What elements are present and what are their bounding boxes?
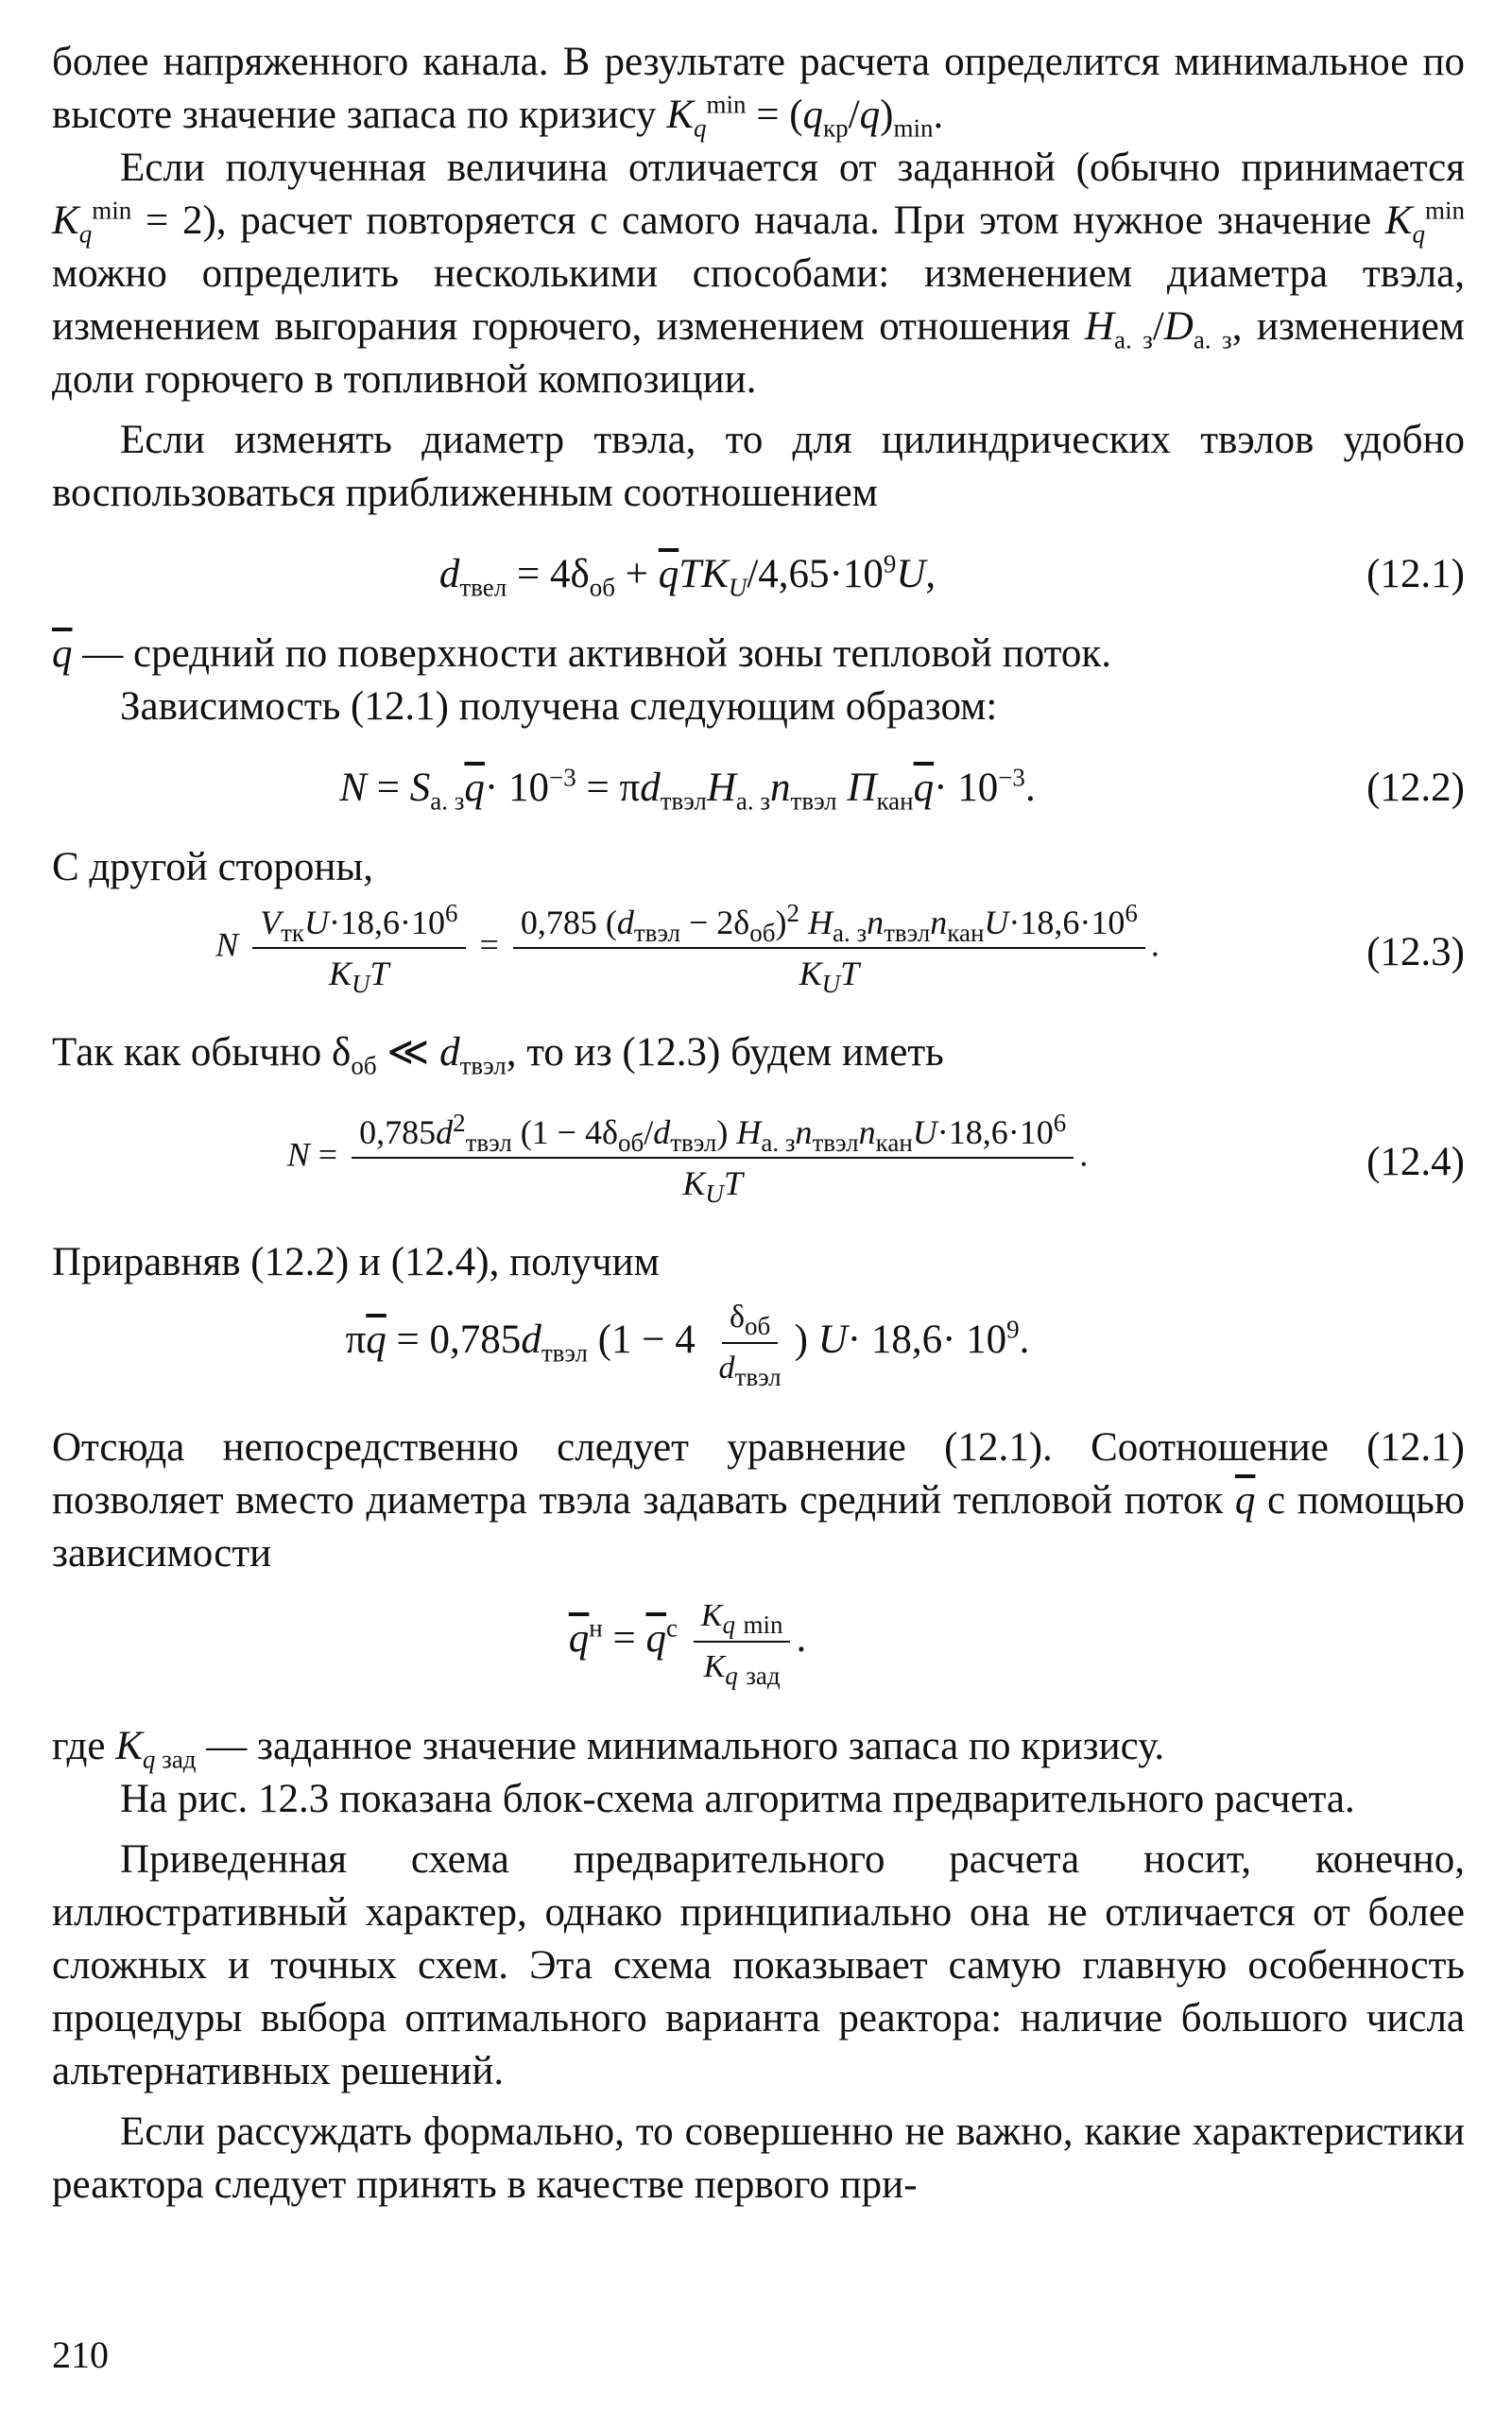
page-number: 210 <box>52 2334 109 2376</box>
equation-number: (12.1) <box>1366 552 1465 596</box>
paragraph-13: Если рассуждать формально, то совершенно не важно, какие характеристики реактора следует принять в качестве первого при- <box>52 2110 1465 2207</box>
paragraph-7: Так как обычно $\delta_{об}$ ≪ $d_{твэл}$, то из (12.3) будем иметь <box>52 1030 944 1080</box>
paragraph-5: Зависимость (12.1) получена следующим образом: <box>120 684 998 729</box>
paragraph-1: более напряженного канала. В результате расчета определится минимальное по высоте значение запаса по кризису $K_q^{min} = (q_{кр}/q)_{min}$. <box>52 40 1465 143</box>
paragraph-6: С другой стороны, <box>52 845 374 889</box>
paragraph-12: Приведенная схема предварительного расчета носит, конечно, иллюстративный характер, однако принципиально она не отличается от более сложных и точных схем. Эта схема показывает самую главную особенность процедуры выбора оптимального варианта реактора: наличие большого числа альтернативных решений. <box>52 1837 1465 2093</box>
equation-12-4: N = $\frac{0,785d^2_{твэл} (1 - 4\delta_{об}/d_{твэл}) H_{а. з}n_{твэл}n_{кан}U\cdot 18,6\cdot 10^6}{K_UT}$ . (12.4) <box>286 1109 1465 1209</box>
equation-q-norm: $\overline{q}^н = \overline{q}^с$ $\frac{K_q _{min}}{K_q _{зад}}$ . <box>52 1592 1465 1707</box>
paragraph-8: Приравняв (12.2) и (12.4), получим <box>52 1240 660 1284</box>
paragraph-11: На рис. 12.3 показана блок-схема алгоритма предварительного расчета. <box>120 1777 1355 1821</box>
equation-number: (12.3) <box>1366 930 1465 974</box>
paragraph-3: Если изменять диаметр твэла, то для цилиндрических твэлов удобно воспользоваться приближенным соотношением <box>52 418 1465 515</box>
paragraph-4: $\overline{q}$ — средний по поверхности активной зоны тепловой поток. <box>52 631 1112 676</box>
paragraph-10: где $K_q$ $_{зад}$ — заданное значение минимального запаса по кризису. <box>52 1724 1165 1774</box>
paragraph-9: Отсюда непосредственно следует уравнение (12.1). Соотношение (12.1) позволяет вместо диаметра твэла задавать средний тепловой поток $\overline{q}$ с помощью зависимости <box>52 1425 1465 1576</box>
page-body <box>52 36 1465 2212</box>
paragraph-2: Если полученная величина отличается от заданной (обычно принимается $K_q^{min} = 2$), расчет повторяется с самого начала. При этом нужное значение $K_q^{min}$ можно определить несколькими способами: изменением диаметра твэла, изменением выгорания горючего, изменением отношения $H_{а. з}/D_{а. з}$, изменением доли горючего в топливной композиции. <box>52 146 1466 402</box>
equation-number: (12.4) <box>1366 1140 1465 1184</box>
equation-number: (12.2) <box>1366 766 1465 810</box>
equation-12-2: $N = S_{а. з}\overline{q}\cdot 10^{-3} = \pi d_{твэл}H_{а. з}n_{твэл}$ $П_{кан}\overline{q}\cdot 10^{-3}$. (12.2) <box>339 763 1465 816</box>
equation-pi-q: $\pi\overline{q} = 0,785d_{твэл}$ (1 − 4 $\frac{\delta_{об}}{d_{твэл}}$ ) $U\cdot 18,6\cdot 10^9$. <box>52 1293 1465 1408</box>
equation-12-1: $d_{твел} = 4\delta_{об} + \overline{q}TK_U/4,65\cdot 10^9U$, (12.1) <box>438 549 1465 602</box>
equation-12-3: N $\frac{V_{тк}U\cdot 18,6\cdot 10^6}{K_UT}$ = $\frac{0,785 (d_{твэл} - 2\delta_{об})^2 H_{а. з}n_{твэл}n_{кан}U\cdot 18,6\cdot 10^6}{K_UT}$ . (12.3) <box>215 899 1465 999</box>
